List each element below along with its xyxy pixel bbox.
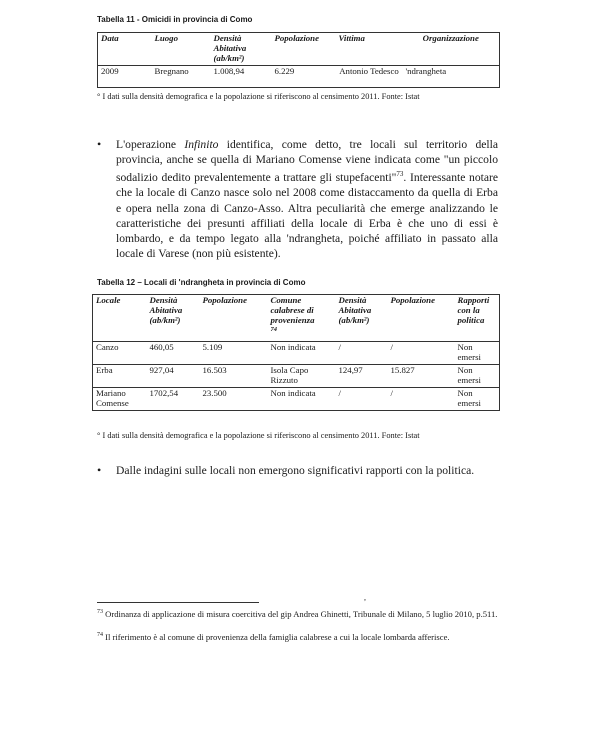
para1-italic-infinito: Infinito (184, 138, 219, 151)
para1-body: identifica, come detto, tre locali sul territorio della provincia, anche se quella di Mariano Comense viene indicata come "un piccolo sodalizio dedito prevalentemente a trattare gli stupefacenti" (116, 138, 498, 185)
paragraph-rapporti-politica: Dalle indagini sulle locali non emergono significativi rapporti con la politica. (116, 464, 475, 477)
table-cell: Non indicata (270, 388, 316, 398)
t12-header-popolazione-2: Popolazione (390, 295, 435, 305)
table-row (93, 365, 500, 388)
table-cell: 1702,54 (149, 388, 179, 398)
table11-note: ° I dati sulla densità demografica e la popolazione si riferiscono al censimento 2011. Fonte: Istat (97, 92, 420, 101)
t11-header-data: Data (101, 33, 119, 43)
table11-caption: Tabella 11 - Omicidi in provincia di Como (97, 15, 253, 24)
para1-start: L'operazione (116, 138, 185, 151)
footnote-ref-73[interactable]: 73 (396, 170, 404, 179)
table12-note: ° I dati sulla densità demografica e la popolazione si riferiscono al censimento 2011. Fonte: Istat (97, 431, 420, 440)
table-cell: Non emersi (457, 365, 481, 385)
table-cell: Non indicata (270, 342, 316, 352)
table-cell: 460,05 (149, 342, 174, 352)
bullet-icon: • (97, 463, 102, 477)
table-cell: / (390, 388, 393, 398)
t11-header-popolazione: Popolazione (274, 33, 319, 43)
t11-header-organizzazione: Organizzazione (422, 33, 479, 43)
footnote-ref-74[interactable]: 74 (270, 326, 277, 333)
t12-header-locale: Locale (96, 295, 121, 305)
table-cell: 'ndrangheta (405, 66, 447, 76)
table-cell: / (390, 342, 393, 352)
table12-header-row (93, 295, 500, 342)
table12-caption: Tabella 12 – Locali di 'ndrangheta in provincia di Como (97, 278, 306, 287)
para1-tail: . Interessante notare che la locale di Canzo nasce solo nel 2008 come distaccamento da quella di Erba e opera nella zona di Canzo-Asso. Altra peculiarità che emerge analizzando le caratteristiche dei presunti affiliati della locale di Erba è che uno di essi è lombardo, e da tempo legato alla 'ndrangheta, poiché affiliato in passato alla locale di Varese (non più esistente). (116, 171, 498, 261)
table-cell: 927,04 (149, 365, 174, 375)
table11-header-row (98, 33, 500, 66)
table-cell: / (338, 342, 341, 352)
table-row (98, 66, 500, 88)
paragraph-operazione-infinito (116, 137, 498, 261)
table-cell: 16.503 (202, 365, 227, 375)
table-cell: Mariano Comense (96, 388, 129, 408)
table-cell: 23.500 (202, 388, 227, 398)
t11-header-luogo: Luogo (154, 33, 178, 43)
table11 (97, 32, 500, 88)
t12-header-comune-label: Comune calabrese di provenienza (270, 295, 315, 325)
t11-header-vittima: Vittima (338, 33, 365, 43)
footnote-73 (97, 607, 502, 620)
table-cell: Antonio Tedesco (339, 66, 399, 76)
table-row (93, 388, 500, 411)
bullet-icon: • (97, 137, 102, 151)
footnote-rule (97, 602, 259, 603)
separator-dot: , (364, 593, 366, 602)
footnote-number: 73 (97, 609, 103, 615)
t12-header-rapporti: Rapporti con la politica (457, 295, 490, 325)
footnote-74 (97, 630, 502, 643)
table-cell: Canzo (96, 342, 119, 352)
table-cell: 6.229 (274, 66, 295, 76)
footnote-number: 74 (97, 632, 103, 638)
t12-header-densita-2: Densità Abitativa (ab/km²) (338, 295, 372, 325)
table-cell: 124,97 (338, 365, 363, 375)
table-cell: 5.109 (202, 342, 223, 352)
table-cell: 15.827 (390, 365, 415, 375)
t12-header-comune (268, 295, 336, 342)
footnote-text: Il riferimento è al comune di provenienza della famiglia calabrese a cui la locale lombarda afferisce. (105, 631, 450, 642)
table-cell: Non emersi (457, 388, 481, 408)
table-cell: Non emersi (457, 342, 481, 362)
table-cell: / (338, 388, 341, 398)
t12-header-densita: Densità Abitativa (ab/km²) (149, 295, 183, 325)
table-cell: Bregnano (154, 66, 189, 76)
table-row (93, 342, 500, 365)
t12-header-popolazione: Popolazione (202, 295, 247, 305)
t11-header-densita: Densità Abitativa (ab/km²) (213, 33, 247, 63)
table12 (92, 294, 500, 411)
table-cell: Erba (96, 365, 113, 375)
footnote-text: Ordinanza di applicazione di misura coercitiva del gip Andrea Ghinetti, Tribunale di Milano, 5 luglio 2010, p.511. (105, 608, 498, 619)
table-cell: 2009 (101, 66, 119, 76)
table-cell: 1.008,94 (213, 66, 245, 76)
table-cell: Isola Capo Rizzuto (270, 365, 309, 385)
